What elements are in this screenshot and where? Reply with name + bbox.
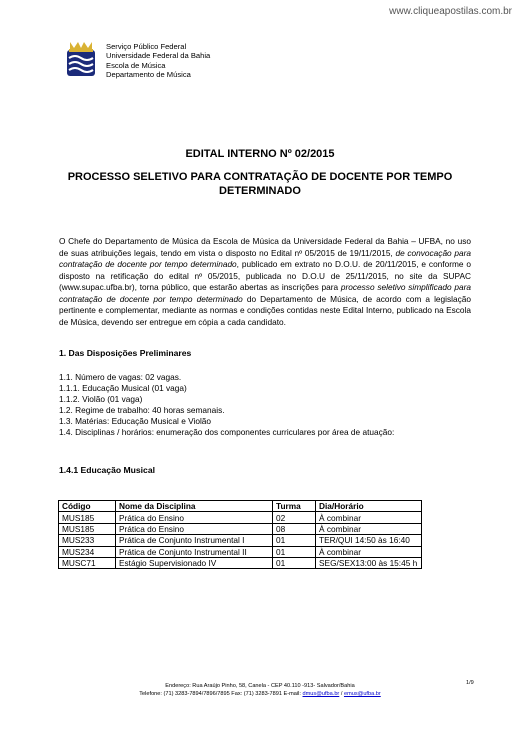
list-item: 1.1.1. Educação Musical (01 vaga) — [59, 383, 187, 393]
list-item: 1.1. Número de vagas: 02 vagas. — [59, 372, 182, 382]
table-cell: MUSC71 — [59, 557, 116, 568]
table-cell: Estágio Supervisionado IV — [116, 557, 273, 568]
column-header: Nome da Disciplina — [116, 501, 273, 512]
table-row — [59, 535, 422, 546]
table-cell: MUS185 — [59, 523, 116, 534]
disciplines-table — [58, 500, 422, 569]
intro-paragraph — [59, 236, 471, 328]
institution-line: Universidade Federal da Bahia — [106, 51, 211, 61]
table-cell: MUS233 — [59, 535, 116, 546]
table-cell: Prática de Conjunto Instrumental I — [116, 535, 273, 546]
institution-header — [106, 42, 210, 79]
table-cell: TER/QUI 14:50 às 16:40 — [316, 535, 422, 546]
table-cell: Prática de Conjunto Instrumental II — [116, 546, 273, 557]
watermark: www.cliqueapostilas.com.br — [389, 6, 512, 17]
list-item: 1.2. Regime de trabalho: 40 horas semanais. — [59, 405, 225, 415]
page-number: 1/9 — [466, 680, 474, 686]
intro-italic: de convocação para contratação de docente por tempo determinado — [59, 247, 471, 269]
document-subtitle: PROCESSO SELETIVO PARA CONTRATAÇÃO DE DOCENTE POR TEMPO DETERMINADO — [67, 171, 453, 197]
ufba-crest-icon — [64, 40, 98, 80]
institution-line: Departamento de Música — [106, 69, 191, 79]
footer-separator: / — [339, 691, 344, 697]
table-cell: SEG/SEX13:00 às 15:45 h — [316, 557, 422, 568]
table-row — [59, 512, 422, 523]
table-cell: Prática do Ensino — [116, 523, 273, 534]
section-heading: 1. Das Disposições Preliminares — [59, 348, 192, 358]
table-cell: 01 — [273, 546, 316, 557]
table-cell: 02 — [273, 512, 316, 523]
table-cell: MUS234 — [59, 546, 116, 557]
table-row — [59, 546, 422, 557]
table-cell: À combinar — [316, 512, 422, 523]
footer-contact — [40, 690, 480, 699]
table-cell: Prática do Ensino — [116, 512, 273, 523]
table-cell: MUS185 — [59, 512, 116, 523]
document-title: EDITAL INTERNO Nº 02/2015 — [185, 148, 335, 160]
section-heading: 1.4.1 Educação Musical — [59, 465, 156, 475]
table-cell: À combinar — [316, 523, 422, 534]
column-header: Código — [59, 501, 116, 512]
email-link-emus[interactable]: emus@ufba.br — [343, 691, 381, 697]
footer-phone: Telefone: (71) 3283-7894/7896/7895 Fax: (71) 3283-7891 E-mail: — [139, 691, 303, 697]
intro-text: O Chefe do Departamento de Música da Escola de Música da Universidade Federal da Bahia – UFBA, no uso de suas atribuições legais, tendo em vista o disposto no Edital nº 05/2015 de 19/11/2015, — [59, 236, 471, 258]
table-cell: 08 — [273, 523, 316, 534]
intro-italic: processo seletivo simplificado para contratação de docente por tempo determinado — [59, 282, 471, 304]
table-header-row — [59, 501, 422, 512]
intro-text: , publicado em extrato no D.O.U. de 20/11/2015, e conforme o disposto na retificação do edital nº 05/2015, publicada no D.O.U de 25/11/2015, no site da SUPAC (www.supac.ufba.br), torna público, que estarão abertas as inscrições para — [59, 259, 471, 292]
table-row — [59, 523, 422, 534]
table-row — [59, 557, 422, 568]
table-cell: 01 — [273, 557, 316, 568]
intro-text: do Departamento de Música, de acordo com a legislação pertinente e complementar, mediante as normas e condições contidas neste Edital Interno, publicado na Escola de Música, devendo ser entregue em cópia a cada candidato. — [59, 293, 471, 327]
preliminary-list — [59, 372, 394, 438]
table-cell: À combinar — [316, 546, 422, 557]
footer-address: Endereço: Rua Araújo Pinho, 58, Canela - CEP 40.110 -913- Salvador/Bahia — [165, 683, 355, 689]
list-item: 1.1.2. Violão (01 vaga) — [59, 394, 143, 404]
institution-line: Escola de Música — [106, 60, 166, 70]
list-item: 1.4. Disciplinas / horários: enumeração dos componentes curriculares por área de atuação: — [59, 427, 395, 437]
email-link-dmus[interactable]: dmus@ufba.br — [302, 691, 340, 697]
institution-line: Serviço Público Federal — [106, 42, 187, 51]
table-cell: 01 — [273, 535, 316, 546]
list-item: 1.3. Matérias: Educação Musical e Violão — [59, 416, 212, 426]
column-header: Turma — [273, 501, 316, 512]
column-header: Dia/Horário — [316, 501, 422, 512]
